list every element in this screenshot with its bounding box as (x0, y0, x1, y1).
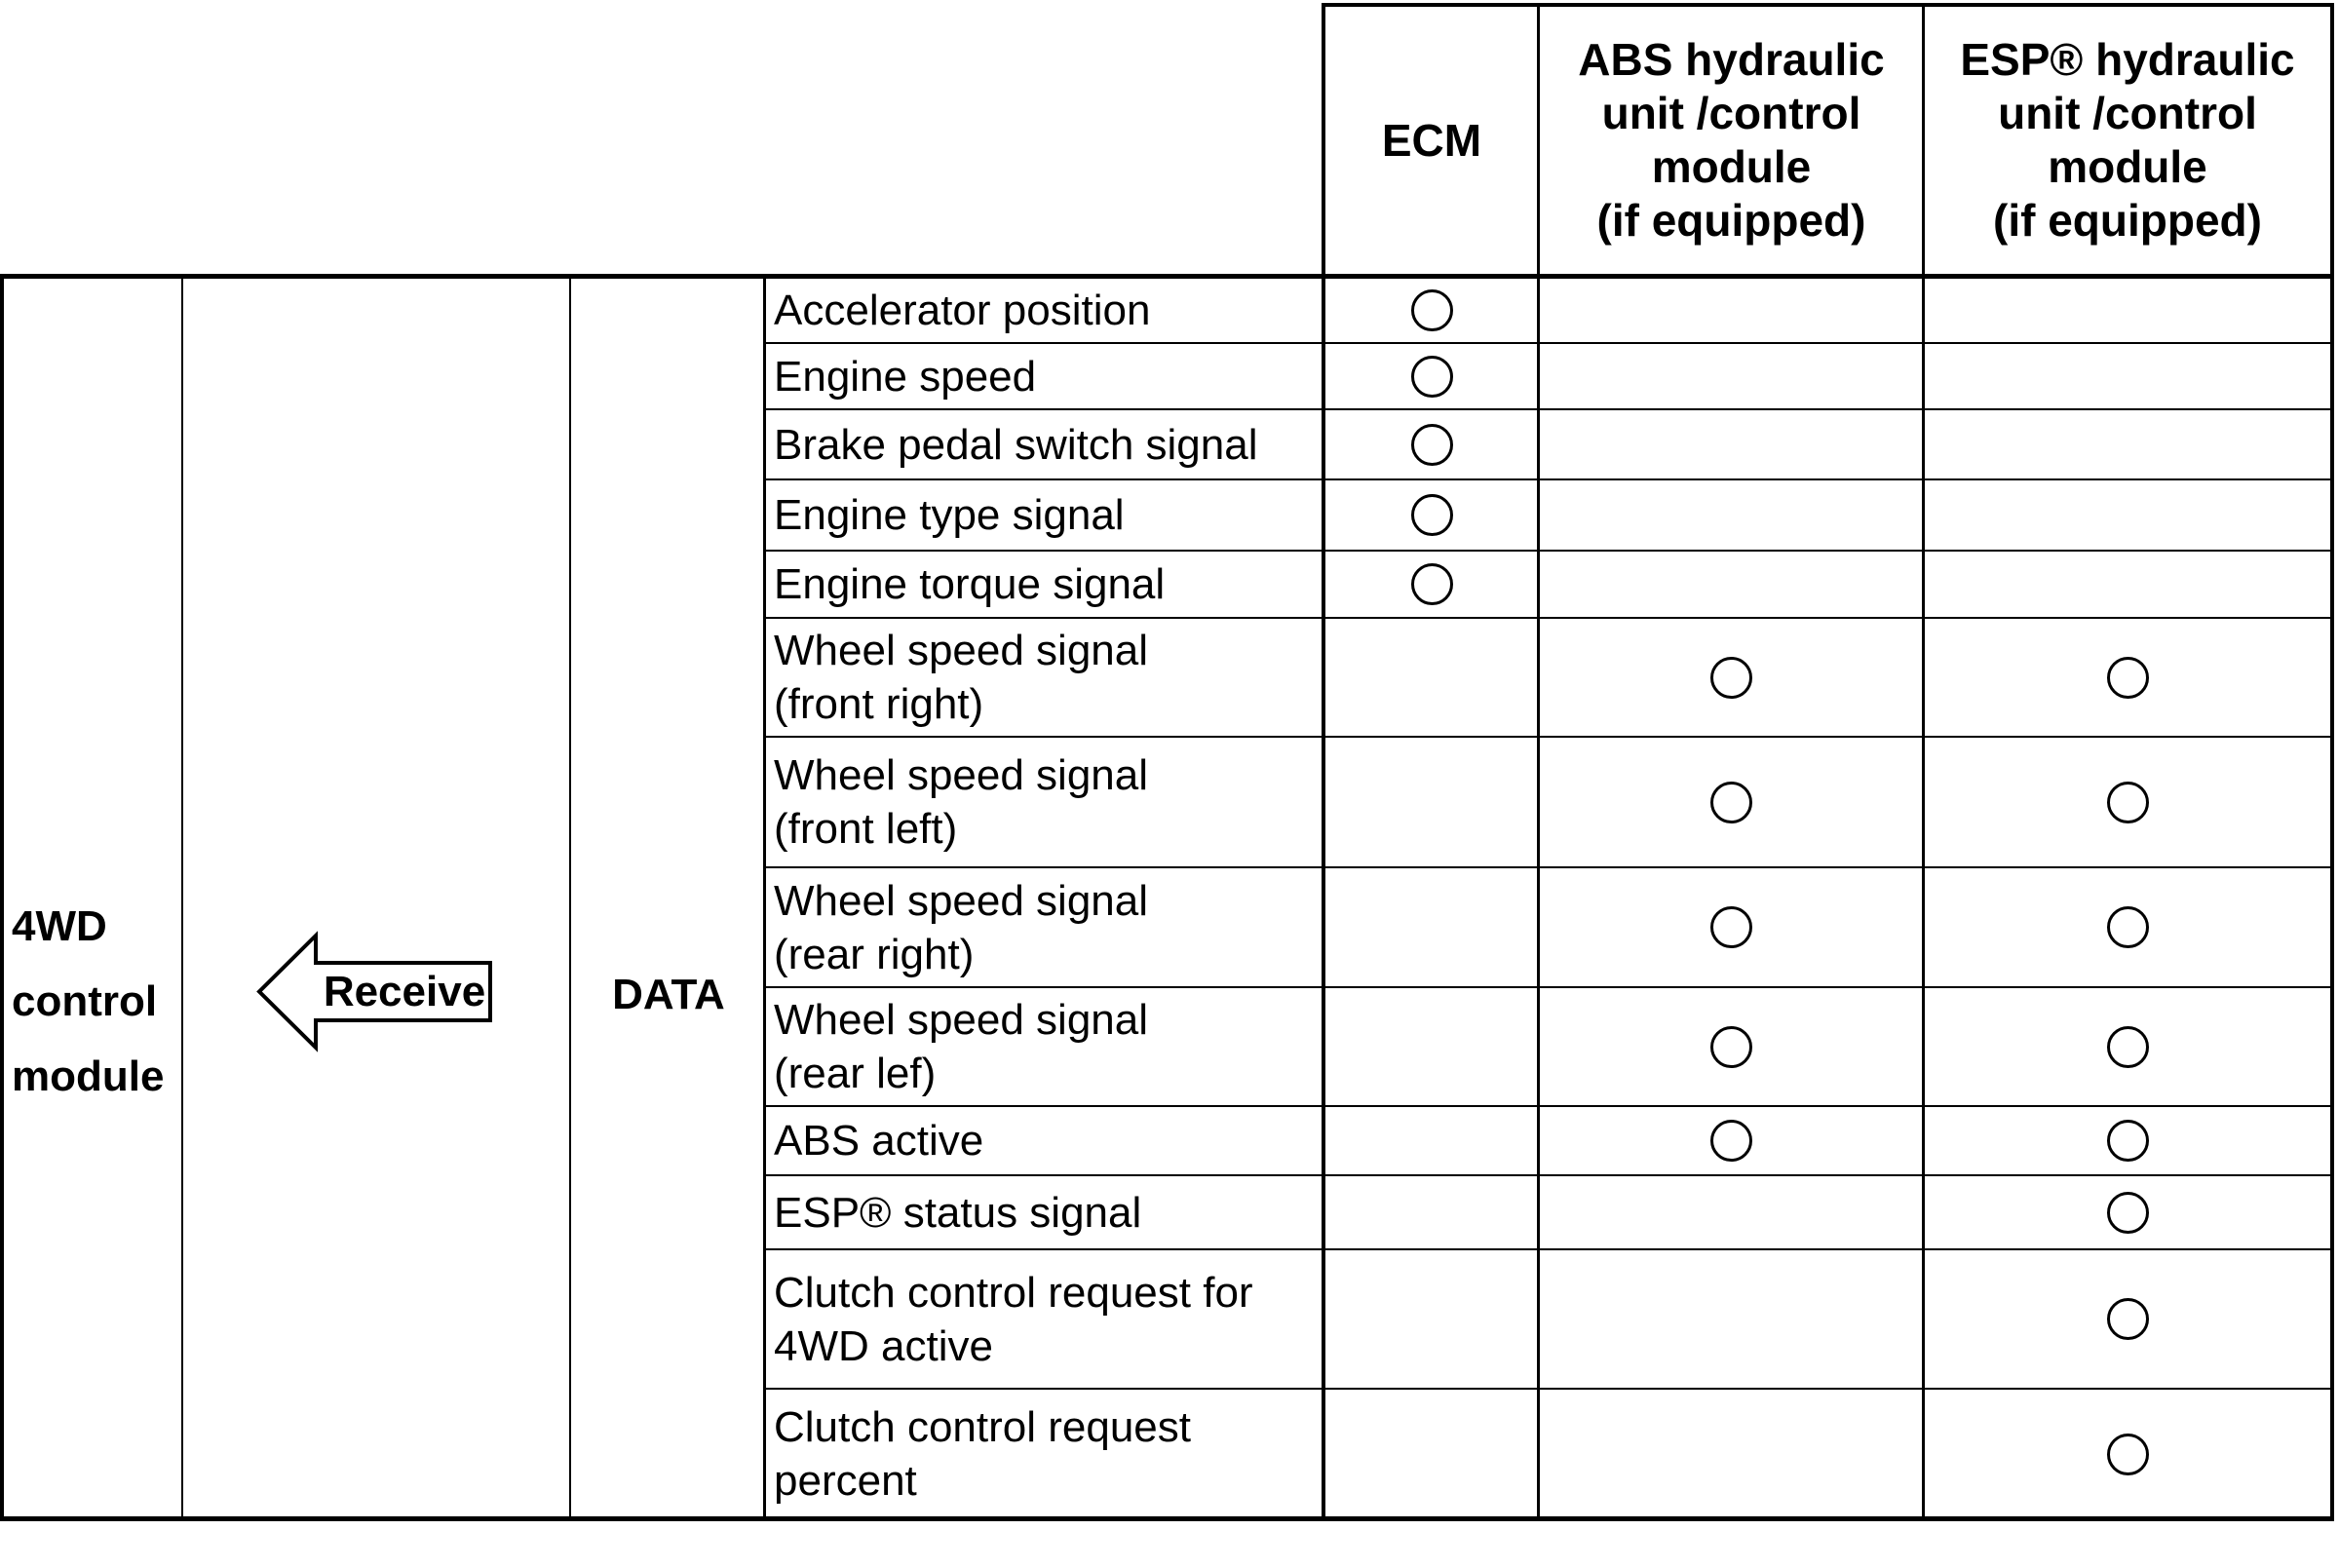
grid-line (2330, 3, 2334, 1521)
grid-line (764, 550, 2333, 552)
signal-mark-esp (2107, 906, 2149, 948)
grid-line (764, 1248, 2333, 1250)
header-ecm: ECM (1381, 114, 1482, 166)
grid-line (1322, 3, 1325, 1521)
signal-mark-ecm (1411, 424, 1453, 466)
signal-label: Clutch control request for 4WD active (774, 1268, 1253, 1370)
grid-line (764, 1174, 2333, 1176)
grid-line (1537, 3, 1540, 1521)
grid-line (764, 1388, 2333, 1390)
signal-label: ESP® status signal (774, 1188, 1142, 1237)
grid-line (0, 1516, 2333, 1521)
signal-mark-abs (1710, 1120, 1752, 1162)
signal-label: Clutch control request percent (774, 1403, 1191, 1505)
grid-line (764, 866, 2333, 868)
grid-line (764, 986, 2333, 988)
signal-mark-ecm (1411, 289, 1453, 331)
signal-label: Engine torque signal (774, 560, 1166, 608)
grid-line (764, 736, 2333, 738)
receive-arrow (255, 931, 499, 1052)
signal-mark-abs (1710, 906, 1752, 948)
receive-label: Receive (323, 968, 486, 1015)
signal-mark-ecm (1411, 494, 1453, 536)
signal-mark-esp (2107, 657, 2149, 699)
grid-line (1323, 3, 2333, 7)
grid-line (764, 342, 2333, 344)
signal-mark-esp (2107, 782, 2149, 823)
grid-line (1922, 3, 1925, 1521)
signal-mark-ecm (1411, 356, 1453, 398)
module-label: 4WD control module (12, 902, 165, 1100)
grid-line (181, 274, 183, 1521)
data-label: DATA (612, 971, 725, 1018)
signal-label: Brake pedal switch signal (774, 420, 1258, 469)
signal-mark-abs (1710, 657, 1752, 699)
signal-label: Wheel speed signal (rear lef) (774, 996, 1149, 1097)
signal-label: Engine type signal (774, 491, 1125, 539)
grid-line (763, 274, 766, 1521)
grid-line (764, 478, 2333, 480)
grid-line (764, 617, 2333, 619)
signal-label: Wheel speed signal (rear right) (774, 876, 1149, 978)
header-esp: ESP® hydraulic unit /control module (if equipped) (1960, 34, 2295, 246)
signal-label: Wheel speed signal (front right) (774, 627, 1149, 728)
signal-label: Accelerator position (774, 286, 1151, 334)
signal-mark-esp (2107, 1026, 2149, 1068)
signal-mark-abs (1710, 782, 1752, 823)
grid-line (764, 408, 2333, 410)
header-abs: ABS hydraulic unit /control module (if equipped) (1578, 34, 1885, 246)
grid-line (0, 274, 2333, 279)
signal-mark-esp (2107, 1298, 2149, 1340)
signal-mark-esp (2107, 1120, 2149, 1162)
signal-mark-ecm (1411, 563, 1453, 605)
signal-mark-abs (1710, 1026, 1752, 1068)
grid-line (569, 274, 571, 1521)
signal-mark-esp (2107, 1192, 2149, 1234)
signal-label: Engine speed (774, 352, 1037, 401)
signal-mark-esp (2107, 1434, 2149, 1475)
signal-label: Wheel speed signal (front left) (774, 751, 1149, 853)
grid-line (0, 274, 4, 1521)
signal-label: ABS active (774, 1117, 984, 1165)
grid-line (764, 1105, 2333, 1107)
